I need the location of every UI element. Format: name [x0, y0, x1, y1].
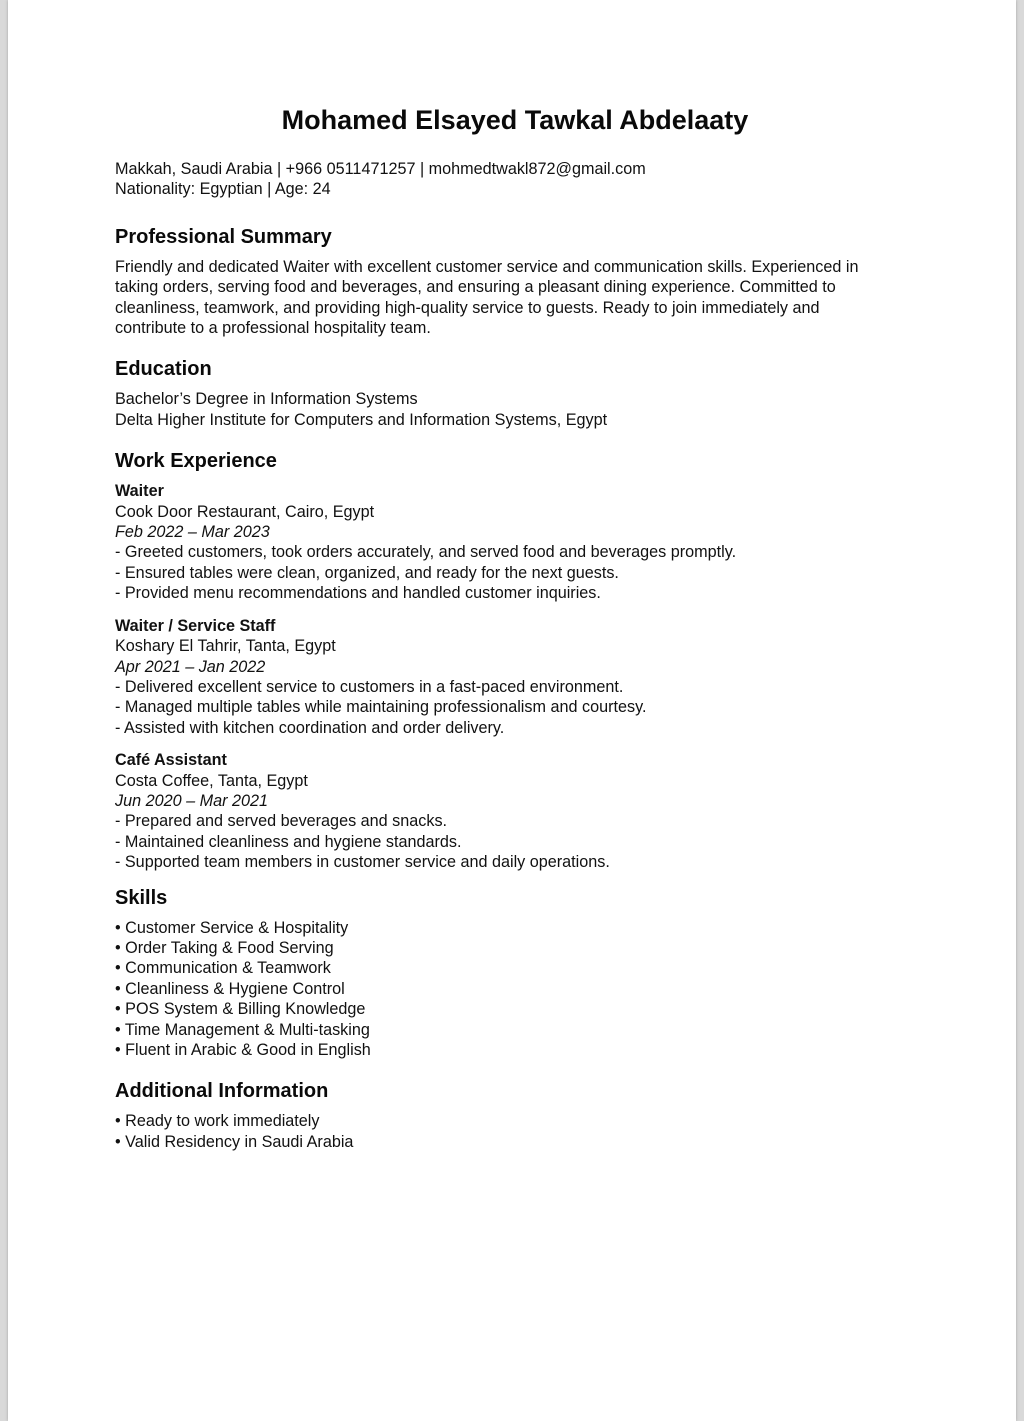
skill-item: • Communication & Teamwork	[115, 959, 331, 978]
summary-line: taking orders, serving food and beverages, and ensuring a pleasant dining experience. Committed to	[115, 278, 836, 297]
job-dates: Apr 2021 – Jan 2022	[115, 657, 266, 676]
job-title: Waiter	[115, 482, 164, 501]
resume-name: Mohamed Elsayed Tawkal Abdelaaty	[281, 105, 749, 135]
job-bullet: - Provided menu recommendations and handled customer inquiries.	[115, 584, 601, 603]
document-page	[8, 0, 1016, 1421]
skills-heading: Skills	[115, 886, 168, 909]
job-entry	[115, 616, 915, 738]
summary-line: cleanliness, teamwork, and providing high-quality service to guests. Ready to join immediately and	[115, 298, 820, 317]
education-institute: Delta Higher Institute for Computers and Information Systems, Egypt	[115, 410, 608, 429]
summary-section	[115, 224, 915, 339]
job-bullet: - Maintained cleanliness and hygiene standards.	[115, 832, 462, 851]
job-bullet: - Ensured tables were clean, organized, and ready for the next guests.	[115, 563, 619, 582]
job-bullet: - Assisted with kitchen coordination and order delivery.	[115, 718, 505, 737]
summary-text	[115, 257, 915, 339]
job-bullet: - Supported team members in customer service and daily operations.	[115, 853, 610, 872]
contact-line: Makkah, Saudi Arabia | +966 0511471257 | mohmedtwakl872@gmail.com	[115, 160, 646, 178]
education-section	[115, 356, 915, 430]
additional-item: • Valid Residency in Saudi Arabia	[115, 1132, 354, 1151]
education-heading: Education	[115, 358, 212, 381]
skill-item: • Customer Service & Hospitality	[115, 918, 349, 937]
nationality-line: Nationality: Egyptian | Age: 24	[115, 180, 331, 199]
resume-content	[115, 100, 915, 1152]
skill-item: • Time Management & Multi-tasking	[115, 1020, 370, 1039]
work-heading: Work Experience	[115, 450, 277, 473]
job-title: Café Assistant	[115, 751, 227, 770]
summary-line: Friendly and dedicated Waiter with excellent customer service and communication skills. Experienced in	[115, 257, 859, 276]
job-company: Koshary El Tahrir, Tanta, Egypt	[115, 637, 336, 656]
job-dates: Feb 2022 – Mar 2023	[115, 523, 270, 542]
skill-item: • POS System & Billing Knowledge	[115, 1000, 366, 1019]
skill-item: • Fluent in Arabic & Good in English	[115, 1041, 371, 1059]
job-company: Costa Coffee, Tanta, Egypt	[115, 771, 308, 790]
contact-block	[115, 159, 915, 200]
additional-item: • Ready to work immediately	[115, 1112, 320, 1131]
work-section	[115, 448, 915, 872]
job-company: Cook Door Restaurant, Cairo, Egypt	[115, 502, 375, 521]
job-dates: Jun 2020 – Mar 2021	[115, 791, 268, 810]
additional-section	[115, 1078, 915, 1152]
job-title: Waiter / Service Staff	[115, 616, 276, 635]
skill-item: • Cleanliness & Hygiene Control	[115, 979, 345, 998]
education-degree: Bachelor’s Degree in Information Systems	[115, 390, 418, 409]
additional-heading: Additional Information	[115, 1080, 329, 1103]
job-bullet: - Delivered excellent service to customers in a fast-paced environment.	[115, 677, 624, 696]
skill-item: • Order Taking & Food Serving	[115, 938, 334, 957]
job-entry	[115, 750, 915, 872]
skills-section	[115, 885, 915, 1061]
job-bullet: - Prepared and served beverages and snacks.	[115, 812, 448, 831]
job-bullet: - Managed multiple tables while maintaining professionalism and courtesy.	[115, 698, 647, 717]
job-entry	[115, 481, 915, 603]
summary-line: contribute to a professional hospitality team.	[115, 319, 431, 338]
summary-heading: Professional Summary	[115, 225, 332, 248]
job-bullet: - Greeted customers, took orders accurately, and served food and beverages promptly.	[115, 543, 737, 562]
